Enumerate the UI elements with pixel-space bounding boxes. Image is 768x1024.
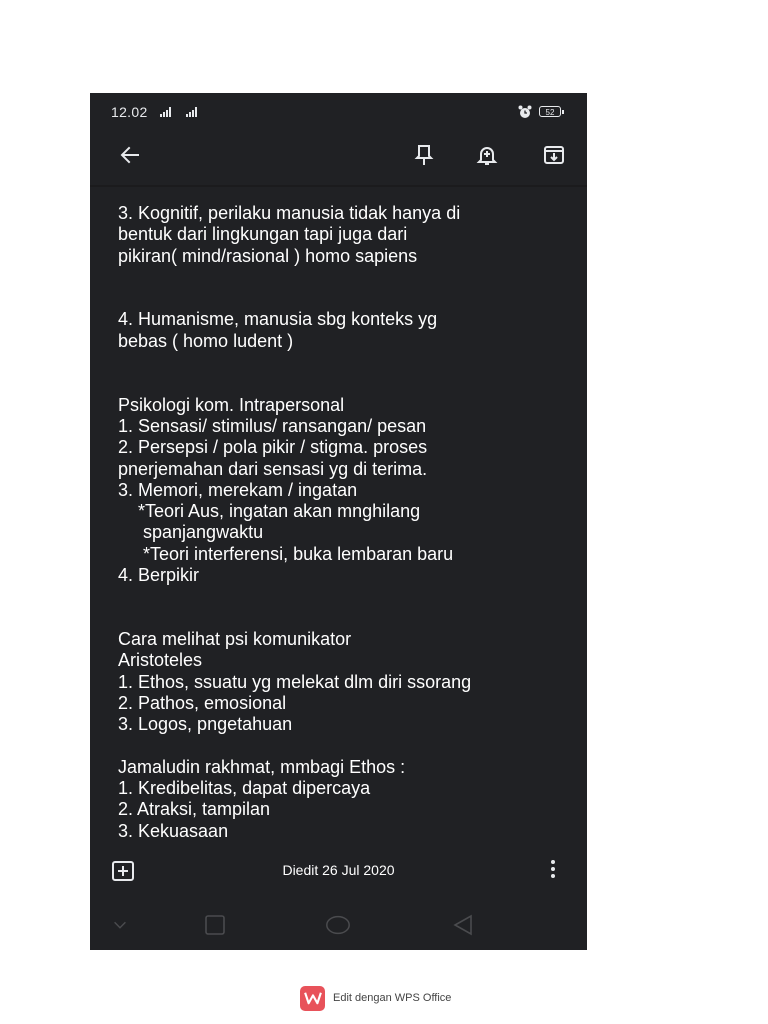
archive-button[interactable] (540, 141, 568, 169)
note-line: Cara melihat psi komunikator (118, 628, 352, 649)
note-line: Aristoteles (118, 650, 203, 671)
circle-icon (324, 914, 352, 936)
note-line (118, 608, 578, 629)
battery-indicator: 52 (539, 106, 561, 117)
status-bar (90, 93, 587, 133)
nav-back-button[interactable] (449, 911, 477, 939)
note-line: bentuk dari lingkungan tapi juga dari (118, 224, 408, 245)
toolbar-divider (90, 185, 587, 187)
archive-icon (542, 143, 566, 167)
more-options-button[interactable] (548, 859, 558, 883)
note-line (118, 352, 578, 373)
nav-home-button[interactable] (324, 911, 352, 939)
chevron-down-icon (111, 916, 129, 934)
note-line (118, 267, 578, 288)
note-line: 3. Logos, pngetahuan (118, 714, 293, 735)
note-line: 3. Kekuasaan (118, 820, 229, 841)
note-line: 1. Sensasi/ stimilus/ ransangan/ pesan (118, 415, 427, 436)
note-line: pnerjemahan dari sensasi yg di terima. (118, 458, 428, 479)
nav-hide-button[interactable] (106, 911, 134, 939)
note-line: 4. Humanisme, manusia sbg konteks yg (118, 309, 438, 330)
note-line: pikiran( mind/rasional ) homo sapiens (118, 245, 418, 266)
back-button[interactable] (116, 141, 144, 169)
note-toolbar (90, 135, 587, 175)
note-line (118, 288, 578, 309)
note-line: *Teori interferensi, buka lembaran baru (118, 543, 454, 564)
note-line (118, 586, 578, 607)
note-line: Jamaludin rakhmat, mmbagi Ethos : (118, 756, 406, 777)
note-line: 2. Pathos, emosional (118, 692, 287, 713)
note-line: bebas ( homo ludent ) (118, 330, 294, 351)
note-line: 3. Kognitif, perilaku manusia tidak hanya di (118, 203, 461, 223)
status-time: 12.02 (111, 104, 148, 120)
edited-timestamp: Diedit 26 Jul 2020 (282, 862, 395, 878)
wps-watermark-text: Edit dengan WPS Office (333, 992, 452, 1004)
triangle-back-icon (452, 914, 474, 936)
wps-watermark (300, 985, 451, 1011)
signal-icon (160, 107, 171, 117)
pin-button[interactable] (410, 141, 438, 169)
note-line: spanjangwaktu (118, 522, 264, 543)
note-body[interactable] (118, 203, 578, 845)
signal-icon-2 (186, 107, 197, 117)
note-line (118, 735, 578, 756)
square-icon (204, 914, 226, 936)
reminder-button[interactable] (473, 141, 501, 169)
phone-screen (90, 93, 587, 950)
system-nav-bar (90, 901, 587, 949)
note-line: 1. Kredibelitas, dapat dipercaya (118, 778, 371, 799)
alarm-icon (518, 105, 532, 119)
note-line: 1. Ethos, ssuatu yg melekat dlm diri ssorang (118, 671, 472, 692)
bell-plus-icon (475, 143, 499, 167)
note-line (118, 373, 578, 394)
note-line: *Teori Aus, ingatan akan mnghilang (118, 501, 421, 522)
note-line: 4. Berpikir (118, 565, 200, 586)
note-line: Psikologi kom. Intrapersonal (118, 394, 345, 415)
pin-icon (412, 143, 436, 167)
note-line: 2. Persepsi / pola pikir / stigma. proses (118, 437, 428, 458)
bottom-bar (90, 853, 587, 889)
nav-recents-button[interactable] (201, 911, 229, 939)
note-line: 3. Memori, merekam / ingatan (118, 479, 358, 500)
arrow-left-icon (118, 143, 142, 167)
note-line: 2. Atraksi, tampilan (118, 799, 271, 820)
wps-logo-icon (300, 986, 325, 1011)
